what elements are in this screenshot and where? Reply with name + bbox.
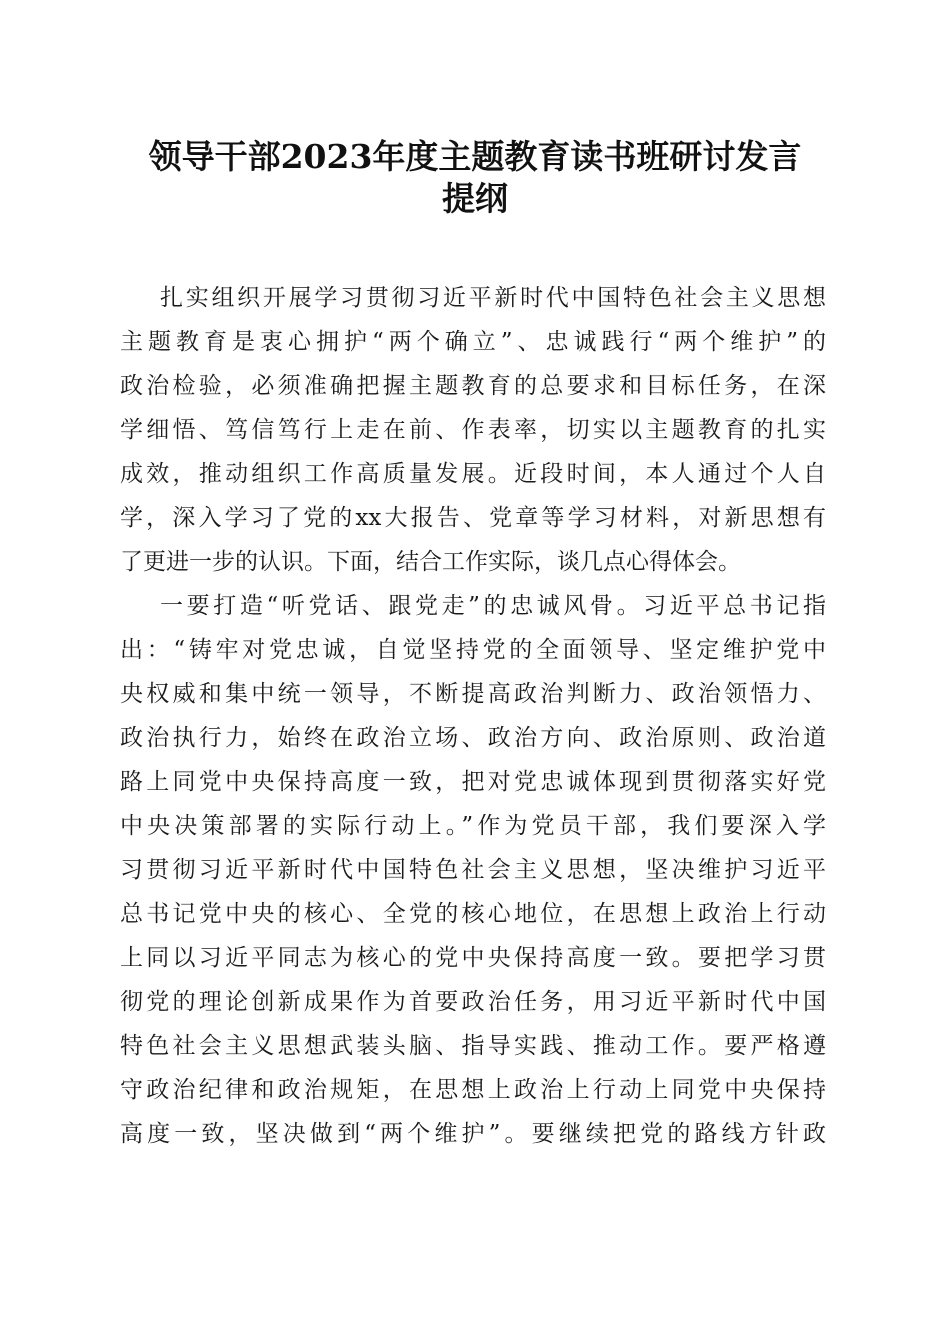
document-body (120, 276, 826, 1156)
text-line: 成效，推动组织工作高质量发展。近段时间，本人通过个人自 (120, 461, 826, 487)
text-line: 央权威和集中统一领导，不断提高政治判断力、政治领悟力、 (120, 681, 826, 707)
title-line-2: 提纲 (442, 179, 508, 218)
text-line: 守政治纪律和政治规矩，在思想上政治上行动上同党中央保持 (120, 1077, 826, 1103)
text-line: 特色社会主义思想武装头脑、指导实践、推动工作。要严格遵 (120, 1033, 826, 1059)
paragraph-point-one (120, 584, 826, 1156)
text-line: 扎实组织开展学习贯彻习近平新时代中国特色社会主义思想 (160, 285, 826, 311)
text-line: 出：“铸牢对党忠诚，自觉坚持党的全面领导、坚定维护党中 (120, 637, 826, 663)
text-line: 了更进一步的认识。下面，结合工作实际，谈几点心得体会。 (120, 549, 741, 575)
text-line: 上同以习近平同志为核心的党中央保持高度一致。要把学习贯 (120, 945, 826, 971)
text-line: 政治执行力，始终在政治立场、政治方向、政治原则、政治道 (120, 725, 826, 751)
text-line: 中央决策部署的实际行动上。”作为党员干部，我们要深入学 (120, 813, 826, 839)
paragraph-intro (120, 276, 826, 584)
text-line: 学细悟、笃信笃行上走在前、作表率，切实以主题教育的扎实 (120, 417, 826, 443)
text-line: 路上同党中央保持高度一致，把对党忠诚体现到贯彻落实好党 (120, 769, 826, 795)
text-line: 主题教育是衷心拥护“两个确立”、忠诚践行“两个维护”的 (120, 329, 826, 355)
text-line: 彻党的理论创新成果作为首要政治任务，用习近平新时代中国 (120, 989, 826, 1015)
text-line: 总书记党中央的核心、全党的核心地位，在思想上政治上行动 (120, 901, 826, 927)
text-line: 习贯彻习近平新时代中国特色社会主义思想，坚决维护习近平 (120, 857, 826, 883)
text-line: 政治检验，必须准确把握主题教育的总要求和目标任务，在深 (120, 373, 826, 399)
title-line-1: 领导干部2023年度主题教育读书班研讨发言 (148, 137, 802, 176)
text-line: 高度一致，坚决做到“两个维护”。要继续把党的路线方针政 (120, 1121, 826, 1147)
document-title (120, 136, 830, 220)
text-line: 学，深入学习了党的xx大报告、党章等学习材料，对新思想有 (120, 505, 826, 531)
text-line: 一要打造“听党话、跟党走”的忠诚风骨。习近平总书记指 (160, 593, 826, 619)
